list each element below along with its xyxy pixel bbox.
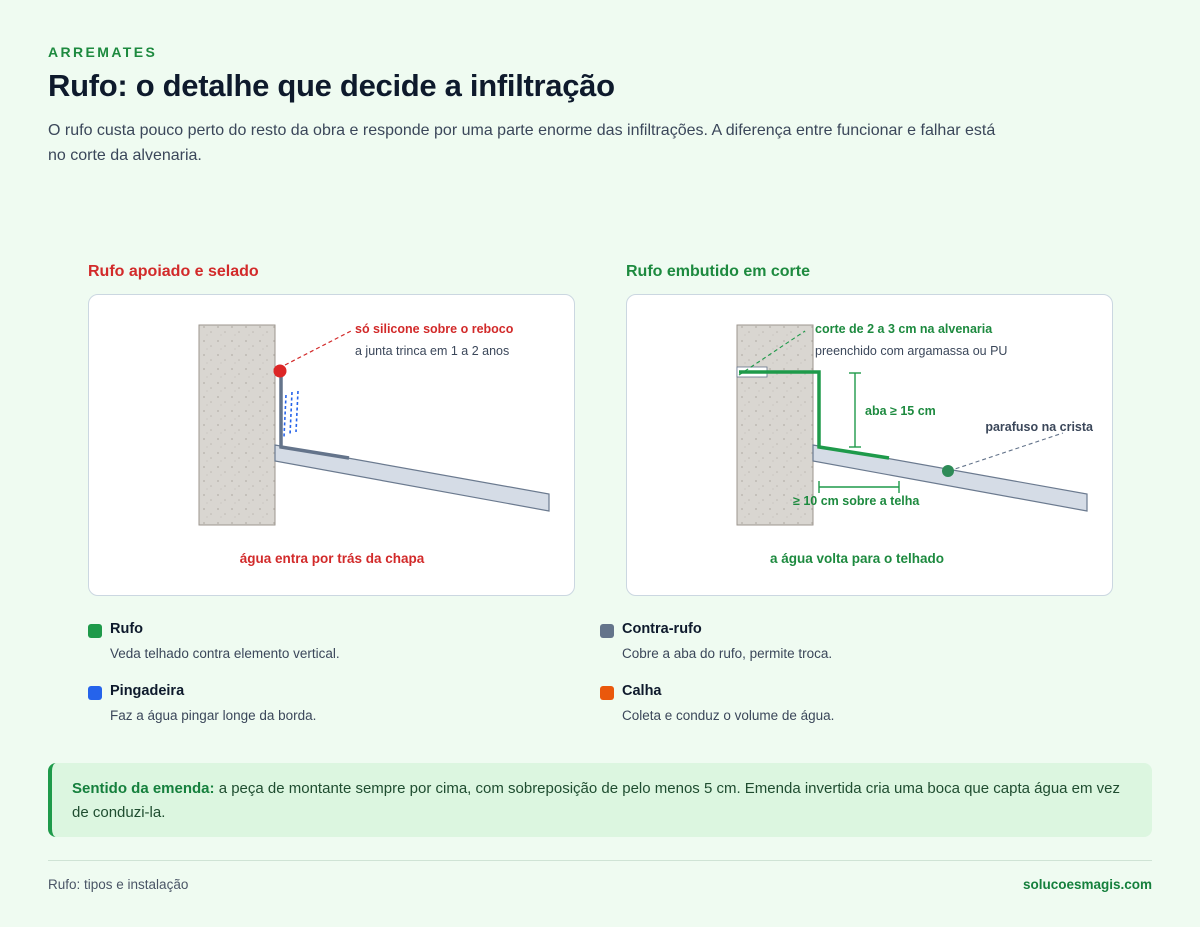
splice-note: [48, 763, 1152, 837]
dim-horizontal-label: ≥ 10 cm sobre a telha: [793, 494, 920, 508]
intro-text: O rufo custa pouco perto do resto da obra e responde por uma parte enorme das infiltrações. A diferença entre funcionar e falhar está no corte da alvenaria.: [48, 122, 996, 164]
footer-site-link[interactable]: solucoesmagis.com: [1022, 877, 1152, 892]
footer-divider: [48, 860, 1152, 861]
panel-good: [626, 294, 1113, 596]
legend-name: Calha: [622, 683, 662, 699]
screw-icon: [942, 465, 954, 477]
note-text: a peça de montante sempre por cima, com sobreposição de pelo menos 5 cm. Emenda invertida cria uma boca que capta água em vez de conduzi-la.: [72, 780, 1121, 821]
legend-swatch: [88, 624, 102, 638]
legend-desc: Coleta e conduz o volume de água.: [622, 708, 835, 723]
footer-title: Rufo: tipos e instalação: [48, 877, 189, 892]
legend-desc: Veda telhado contra elemento vertical.: [110, 646, 340, 661]
diagram-good: [627, 295, 1114, 597]
note-strong: Sentido da emenda:: [72, 780, 215, 797]
water-path-line: [290, 392, 292, 435]
panel-title-good: Rufo embutido em corte: [626, 263, 811, 280]
callout-title: só silicone sobre o reboco: [355, 322, 514, 336]
dim-vertical-label: aba ≥ 15 cm: [865, 404, 936, 418]
callout-leader: [285, 331, 351, 365]
water-path-line: [284, 395, 286, 437]
roof-tile: [275, 445, 549, 511]
kicker: ARREMATES: [48, 44, 158, 60]
legend-name: Contra-rufo: [622, 621, 702, 637]
legend-name: Rufo: [110, 621, 144, 637]
legend-desc: Faz a água pingar longe da borda.: [110, 708, 317, 723]
diagram-bad: [89, 295, 576, 597]
callout-subtitle: a junta trinca em 1 a 2 anos: [355, 344, 510, 358]
legend-swatch: [600, 624, 614, 638]
water-path-line: [296, 391, 298, 432]
panel-caption: água entra por trás da chapa: [239, 551, 425, 566]
callout-subtitle: preenchido com argamassa ou PU: [815, 344, 1008, 358]
screw-leader: [949, 433, 1063, 471]
legend-swatch: [600, 686, 614, 700]
masonry-wall: [199, 325, 275, 525]
legend-desc: Cobre a aba do rufo, permite troca.: [622, 646, 833, 661]
panel-title-bad: Rufo apoiado e selado: [88, 263, 259, 280]
legend-swatch: [88, 686, 102, 700]
panel-bad: [88, 294, 575, 596]
silicone-point: [274, 365, 287, 378]
screw-label: parafuso na crista: [985, 420, 1093, 434]
panel-caption: a água volta para o telhado: [769, 551, 945, 566]
legend-name: Pingadeira: [110, 683, 185, 699]
callout-title: corte de 2 a 3 cm na alvenaria: [815, 322, 993, 336]
page-title: Rufo: o detalhe que decide a infiltração: [48, 68, 615, 103]
